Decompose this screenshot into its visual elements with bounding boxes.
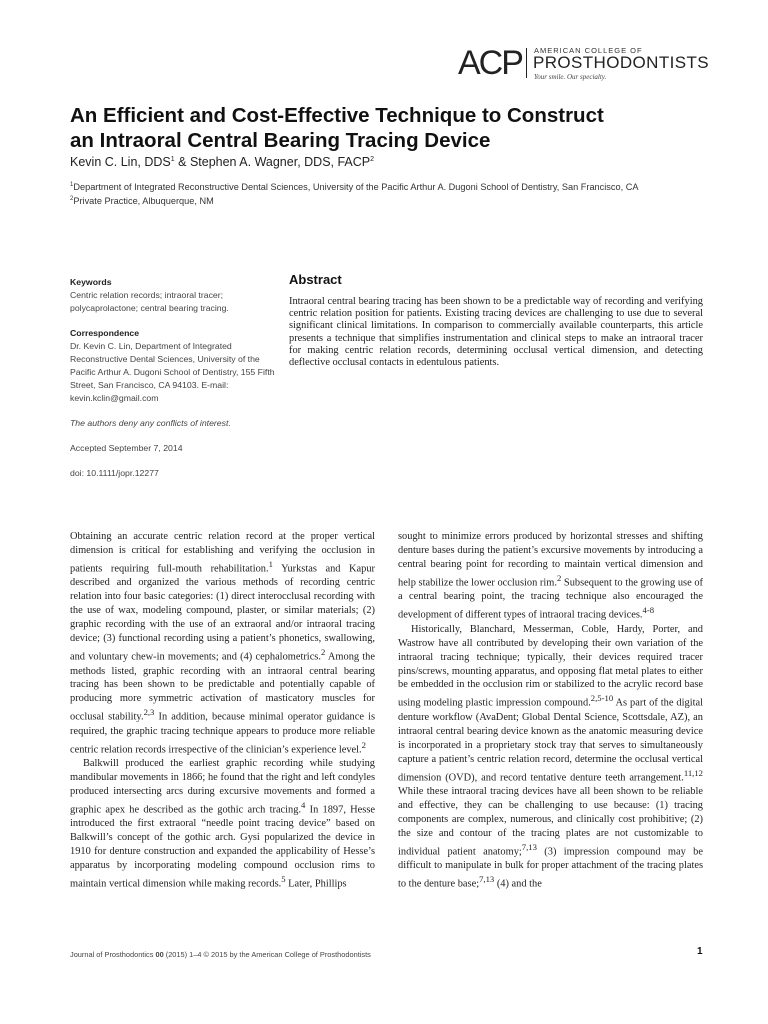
citation-ref: 4-8 — [642, 605, 655, 616]
citation-ref: 4 — [301, 800, 306, 811]
acp-logo — [458, 44, 708, 82]
text-run: In 1897, Hesse introduced the first extraoral “needle point tracing device” based on Balkwill’s concept of the gothic arch. Gysi popularized the device in 1910 for denture construction and expanded the applicability of Hesse’s apparatus by incorporating modeling compound occlusion rims to maintain vertical dimension while making records. — [70, 804, 375, 890]
affil-text: Private Practice, Albuquerque, NM — [73, 196, 214, 207]
page-number: 1 — [697, 946, 703, 957]
citation-ref: 7,13 — [521, 841, 537, 852]
text-run: While these intraoral tracing devices have all been shown to be reliable and effective, they can be challenging to use because: (1) tracing components are complex, numerous, and clinically cost prohibitive; (2) the size and contour of the tracing plates are not customizable to individual patient anatomy; — [398, 786, 703, 858]
text-run: Subsequent to the growing use of a central bearing point, the tracing technique also encouraged the development of different types of intraoral tracing devices. — [398, 577, 703, 621]
citation-ref: 2 — [361, 739, 366, 750]
logo-divider — [526, 48, 527, 78]
correspondence-block — [70, 327, 275, 405]
affiliation-2 — [70, 196, 214, 206]
abstract-text: Intraoral central bearing tracing has been shown to be a predictable way of recording and verifying centric relation position for patients. Existing tracing devices are challenging to use due to several significant clinical limitations. In comparison to commercially available counterparts, this article presents a technique that simplifies instrumentation and clinical steps to make an intraoral tracer for making centric relation records, determining occlusal vertical dimension, and detecting deflective occlusal contacts in edentulous patients. — [289, 296, 703, 369]
doi: doi: 10.1111/jopr.12277 — [70, 468, 159, 478]
title-line: an Intraoral Central Bearing Tracing Device — [70, 129, 491, 152]
citation-ref: 2,3 — [143, 707, 155, 718]
logo-org-main: PROSTHODONTISTS — [533, 53, 710, 72]
keywords-text: Centric relation records; intraoral tracer; polycaprolactone; central bearing tracing. — [70, 290, 229, 313]
citation-ref: 2,5-10 — [590, 693, 614, 704]
author-affil-sup: 1 — [170, 155, 175, 163]
text-run: Historically, Blanchard, Messerman, Coble, Hardy, Porter, and Wastrow have all contributed by developing their own variation of the intraoral tracing technique; typically, their devices required tracer pins/screws, mounting apparatus, and opposing flat metal plates to either be embedded in the occlusion rim or stabilized to the acrylic record base using modeling plastic impression compound. — [398, 623, 703, 709]
correspondence-text: Dr. Kevin C. Lin, Department of Integrated Reconstructive Dental Sciences, University of the Pacific Arthur A. Dugoni School of Dentistry, 155 Fifth Street, San Francisco, CA 94103. E-mail: kevin.kclin@gmail.com — [70, 341, 275, 403]
citation-ref: 2 — [556, 572, 562, 583]
footer-copyright: (2015) 1–4 © 2015 by the American College of Prosthodontists — [163, 950, 371, 959]
citation-ref: 1 — [268, 558, 273, 569]
text-run: (3) impression compound may be difficult to manipulate in bulk for proper attachment of the tracing plates to the denture base; — [398, 846, 703, 890]
affil-sup: 2 — [70, 196, 74, 202]
text-run: Balkwill produced the earliest graphic recording while studying mandibular movements in 1866; he found that the right and left condyles produced intersecting arcs during excursive movements and formed a graphic apex he described as the gothic arch tracing. — [70, 758, 375, 816]
affil-text: Department of Integrated Reconstructive Dental Sciences, University of the Pacific Arthur A. Dugoni School of Dentistry, San Francisco, CA — [73, 182, 639, 193]
text-run: sought to minimize errors produced by horizontal stresses and shifting denture bases during the patient’s excursive movements by introducing a central bearing point for recording to maintain vertical dimension and help stabilize the lower occlusion rim. — [398, 531, 703, 589]
text-run: Among the methods listed, graphic recording with an intraoral central bearing tracing has been shown to be predictable and potentially capable of producing more symmetric activation of masticatory muscles for occlusal stability. — [70, 651, 375, 723]
citation-ref: 7,13 — [479, 874, 495, 885]
logo-org-top: AMERICAN COLLEGE OF — [534, 46, 643, 55]
title-line: An Efficient and Cost-Effective Technique to Construct — [70, 104, 604, 127]
citation-ref: 11,12 — [683, 767, 703, 778]
body-column-right — [398, 530, 703, 892]
text-run: Obtaining an accurate centric relation record at the proper vertical dimension is critical for establishing and verifying the occlusion in patients requiring full-mouth rehabilitation. — [70, 531, 375, 575]
affil-sup: 1 — [70, 182, 74, 188]
text-run: (4) and the — [494, 878, 542, 890]
citation-ref: 5 — [281, 874, 286, 885]
paragraph — [398, 530, 703, 623]
keywords-heading: Keywords — [70, 277, 112, 287]
paragraph — [70, 530, 375, 757]
abstract-heading: Abstract — [289, 272, 342, 287]
affiliation-1 — [70, 182, 638, 192]
citation-ref: 2 — [320, 647, 326, 658]
conflict-statement: The authors deny any conflicts of interest. — [70, 418, 231, 428]
accepted-date: Accepted September 7, 2014 — [70, 443, 183, 453]
keywords-block — [70, 276, 275, 315]
paragraph — [398, 623, 703, 892]
author-name: Stephen A. Wagner, DDS, FACP — [189, 155, 371, 169]
footer-volume: 00 — [155, 950, 164, 959]
text-run: Later, Phillips — [285, 878, 347, 890]
author-list — [70, 155, 374, 169]
author-separator: & — [174, 155, 190, 169]
body-column-left — [70, 530, 375, 892]
author-affil-sup: 2 — [370, 155, 375, 163]
text-run: As part of the digital denture workflow (AvaDent; Global Dental Science, Scottsdale, AZ), an intraoral central bearing device known as the anatomic measuring device is incorporated in a proprietary stock tray that serves to simultaneously capture a patient’s centric relation record, determine the occlusal vertical dimension (OVD), and record tentative denture teeth arrangement. — [398, 697, 703, 784]
paragraph — [70, 757, 375, 892]
author-name: Kevin C. Lin, DDS — [70, 155, 171, 169]
logo-tagline: Your smile. Our specialty. — [534, 73, 607, 81]
page-footer — [70, 950, 371, 959]
correspondence-heading: Correspondence — [70, 328, 140, 338]
text-run: Yurkstas and Kapur described and organized the various methods of recording centric relation into four basic categories: (1) direct interocclusal recording with the use of wax, modeling compound, plaster, or similar materials; (2) graphic recording with the use of an extraoral and/or intraoral tracing device; (3) functional recording using a patient’s phonetics, swallowing, and voluntary chew-in movements; and (4) cephalometrics. — [70, 563, 375, 663]
text-run: In addition, because minimal operator guidance is required, the graphic tracing technique appears to produce more reliable centric relation records irrespective of the clinician’s experience level. — [70, 711, 376, 756]
article-sidebar — [70, 276, 275, 492]
footer-journal: Journal of Prosthodontics — [70, 950, 156, 959]
article-title — [70, 103, 670, 153]
acp-logo-mark: ACP — [458, 44, 522, 82]
